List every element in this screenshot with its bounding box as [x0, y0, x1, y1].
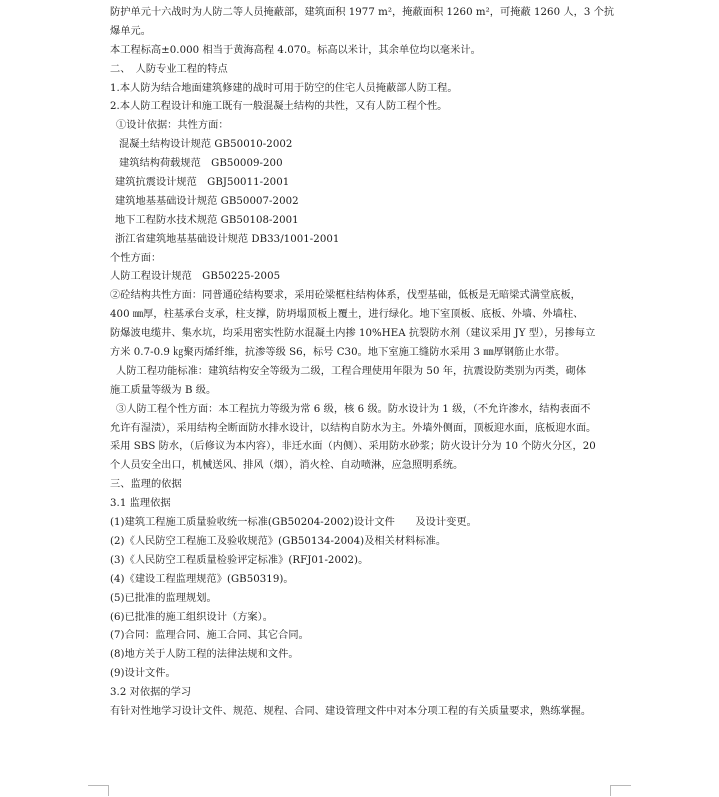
text-line: 建筑结构荷载规范 GB50009-200 [119, 158, 283, 170]
text-line: ②砼结构共性方面：同普通砼结构要求，采用砼梁框柱结构体系，伐型基础，低板是无暗梁式满堂底板， [110, 290, 581, 302]
text-line: 爆单元。 [110, 25, 151, 37]
page-corner-mark-right [610, 785, 631, 796]
text-line: 防爆波电缆井、集水坑，均采用密实性防水混凝土内掺 10%HEA 抗裂防水剂（建议采用 JY 型），另掺每立 [110, 328, 596, 340]
text-line: 二、 人防专业工程的特点 [110, 63, 228, 75]
text-line: (6)已批准的施工组织设计（方案）。 [110, 611, 274, 623]
text-line: (2)《人民防空工程施工及验收规范》(GB50134-2004)及相关材料标准。 [110, 535, 447, 547]
text-line: (9)设计文件。 [110, 668, 176, 680]
text-line: ①设计依据：共性方面： [116, 120, 229, 132]
text-line: 3.1 监理依据 [110, 498, 171, 510]
text-line: (8)地方关于人防工程的法律法规和文件。 [110, 649, 299, 661]
text-line: 400 ㎜厚，柱基承台支承，柱支撑，防坍塌顶板上覆土，进行绿化。地下室顶板、底板、外墙、外墙柱、 [110, 309, 584, 321]
text-line: 有针对性地学习设计文件、规范、规程、合同、建设管理文件中对本分项工程的有关质量要求，熟练掌握。 [110, 705, 592, 717]
text-line: 1.本人防为结合地面建筑修建的战时可用于防空的住宅人员掩蔽部人防工程。 [110, 82, 458, 94]
text-line: 采用 SBS 防水，（后修议为本内容），非迁水面（内侧）、采用防水砂浆；防火设计分为 10 个防火分区，20 [110, 441, 596, 453]
text-line: 允许有湿渍），采用结构全断面防水排水设计，以结构自防水为主。外墙外侧面，顶板迎水面，底板迎水面。 [110, 422, 597, 434]
text-line: 建筑抗震设计规范 GBJ50011-2001 [115, 177, 290, 189]
text-line: 防护单元十六战时为人防二等人员掩蔽部，建筑面积 1977 m²，掩蔽面积 1260 m²，可掩蔽 1260 人，3 个抗 [110, 7, 615, 18]
text-line: 本工程标高±0.000 相当于黄海高程 4.070。标高以米计，其余单位均以毫米计。 [110, 44, 481, 56]
text-line: 混凝土结构设计规范 GB50010-2002 [119, 139, 293, 151]
text-line: 2.本人防工程设计和施工既有一般混凝土结构的共性，又有人防工程个性。 [110, 101, 448, 113]
text-line: 地下工程防水技术规范 GB50108-2001 [115, 214, 299, 226]
text-line: 浙江省建筑地基基础设计规范 DB33/1001-2001 [115, 233, 340, 245]
text-line: 个人员安全出口，机械送风、排风（烟），消火栓、自动喷淋，应急照明系统。 [110, 460, 464, 472]
text-line: 人防工程功能标准：建筑结构安全等级为二级，工程合理使用年限为 50 年，抗震设防类别为丙类，砌体 [116, 365, 587, 377]
text-line: (5)已批准的监理规划。 [110, 592, 217, 604]
text-line: (4)《建设工程监理规范》(GB50319)。 [110, 573, 294, 585]
text-line: 建筑地基基础设计规范 GB50007-2002 [115, 195, 299, 207]
text-line: 个性方面： [110, 252, 162, 264]
text-line: (7)合同：监理合同、施工合同、其它合同。 [110, 630, 309, 642]
page-corner-mark-left [88, 785, 109, 796]
text-line: 施工质量等级为 B 级。 [110, 384, 217, 396]
text-line: (3)《人民防空工程质量检验评定标准》(RFJ01-2002)。 [110, 554, 369, 566]
text-line: (1)建筑工程施工质量验收统一标准(GB50204-2002)设计文件 及设计变更。 [110, 517, 477, 529]
document-body [110, 4, 616, 722]
text-line: 人防工程设计规范 GB50225-2005 [110, 271, 281, 283]
text-line: ③人防工程个性方面：本工程抗力等级为常 6 级，核 6 级。防水设计为 1 级，（不允许渗水，结构表面不 [116, 403, 591, 415]
text-line: 3.2 对依据的学习 [110, 687, 192, 699]
text-line: 方米 0.7-0.9 ㎏聚丙烯纤维，抗渗等级 S6，标号 C30。地下室施工缝防水采用 3 ㎜厚钢筋止水带。 [110, 347, 566, 359]
text-line: 三、监理的依据 [110, 479, 182, 491]
